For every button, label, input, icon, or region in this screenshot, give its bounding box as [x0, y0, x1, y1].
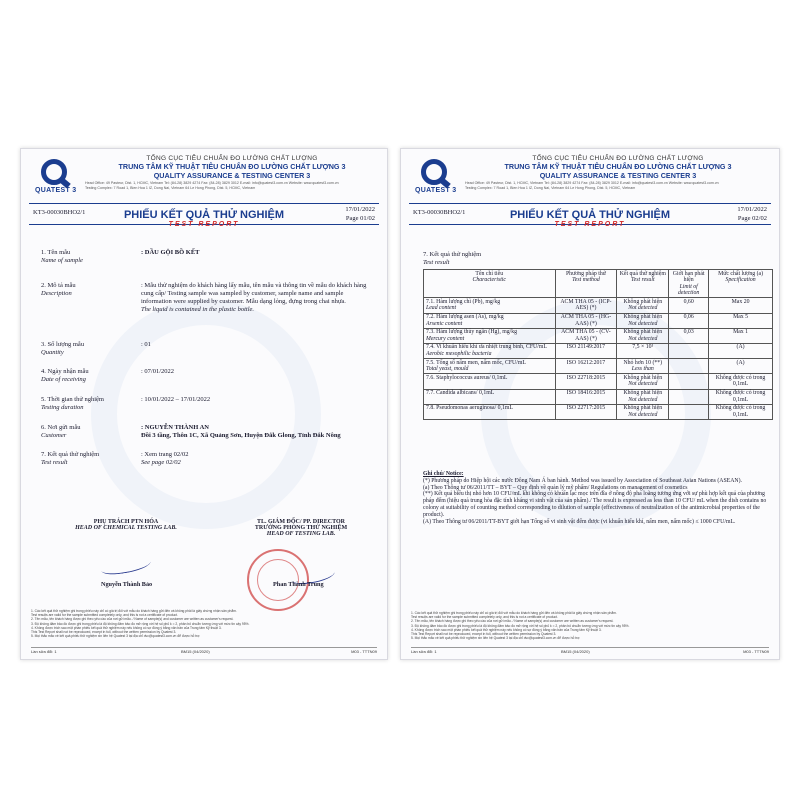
note-item: (a) Theo Thông tư 06/2011/TT – BYT – Quy định về quản lý mỹ phẩm/ Regulations on management of cosmetics: [423, 484, 688, 491]
table-row: [424, 404, 773, 419]
report-page-2: [400, 148, 780, 660]
org-line-2: TRUNG TÂM KỸ THUẬT TIÊU CHUẨN ĐO LƯỜNG CHẤT LƯỢNG 3: [118, 162, 346, 171]
cell-test-method: ISO 22717:2015: [555, 404, 617, 419]
cell-test-method: ISO 18416:2015: [555, 389, 617, 404]
table-row: [424, 298, 773, 313]
notes-section: Ghi chú/ Notice: (*) Phương pháp do Hiệp hội các nước Đông Nam Á ban hành. Method was issued by Association of Southeast Asian Nations (ASEAN). (a) Theo Thông tư 06/2011/TT – BYT – Quy định về quản lý mỹ phẩm/ Regulations on management of cosmetics (**) Kết quả biểu thị nhỏ hơn 10 CFU/mL khi không có khuẩn lạc mọc trên đĩa ở nồng độ pha loãng tương ứng với sự phù hợp kết quả của phương pháp đếm (hiệu quả trung hòa đặc tính kháng vi sinh vật của sản phẩm)./ The result is expressed as less than 10 CFU/ mL when the dish contains no colony at suitability of counting method corresponding to dilution of sample (effectiveness of neutralization of the antimicrobial properties of the product). (A) Theo Thông tư 06/2011/TT-BYT giới hạn Tổng số vi sinh vật đếm được (vi khuẩn hiếu khí, nấm men, nấm mốc) ≤ 1000 CFU/mL.: [423, 471, 769, 525]
cell-limit: 0,60: [669, 298, 709, 313]
note-item: (*) Phương pháp do Hiệp hội các nước Đông Nam Á ban hành. Method was issued by Association of Southeast Asian Nations (ASEAN).: [423, 477, 742, 484]
cell-characteristic: 7.4. Vi khuẩn hiếu khí ưa nhiệt trung bình, CFU/mL Aerobic mesophilic bacteria: [424, 343, 556, 358]
field-date-receiving: 4. Ngày nhận mẫu Date of receiving : 07/01/2022: [41, 368, 175, 383]
cell-limit: 0,06: [669, 313, 709, 328]
cell-characteristic: 7.6. Staphylococcus aureus/ 0,1mL: [424, 374, 556, 389]
field-sample-name: 1. Tên mẫu Name of sample : DẦU GỘI BỒ KẾT: [41, 249, 200, 264]
cell-test-method: ISO 21149:2017: [555, 343, 617, 358]
cell-test-result: 7,5 × 10¹: [617, 343, 669, 358]
footer-bar: Lần sửa đổi: 1 BM15 (04/2020) M03 - TTTN09: [31, 649, 377, 654]
cell-specification: (A): [709, 343, 773, 358]
cell-test-result: Không phát hiện Not detected: [617, 404, 669, 419]
results-table: [423, 269, 773, 420]
cell-test-result: Nhỏ hơn 10 (**) Less than: [617, 359, 669, 374]
footer-notes: 1. Các kết quả thử nghiệm ghi trong phiếu này chỉ có giá trị đối với mẫu do khách hàng gửi đến và không phải là giấy chứng nhận sản phẩm. Test results are valid for the sample submitted completely only, and this is not a certificate of product. 2. Tên mẫu, tên khách hàng được ghi theo yêu cầu của nơi gửi mẫu. / Name of sample(s) and customer are written as customer's request. 3. Độ không đảm bảo đo được ghi trong phiếu là độ không đảm bảo đo mở rộng với hệ số phủ k = 2, phân bố chuẩn tương ứng với mức tin cậy 95%. 4. Không được trích sao một phần phiếu kết quả thử nghiệm này nếu không có sự đồng ý bằng văn bản của Trung tâm Kỹ thuật 3. This Test Report shall not be reproduced, except in full, without the written permission by Quatest 3. 5. Mọi thắc mắc về kết quả phiếu thử nghiệm xin liên hệ Quatest 3 tại địa chỉ dvc@quatest3.com.vn để được hỗ trợ.: [31, 609, 250, 639]
cell-limit: [669, 374, 709, 389]
table-row: [424, 389, 773, 404]
report-page-1: [20, 148, 388, 660]
col-characteristic: Tên chỉ tiêu Characteristic: [424, 270, 556, 298]
cell-test-result: Không phát hiện Not detected: [617, 298, 669, 313]
col-test-method: Phương pháp thử Test method: [555, 270, 617, 298]
cell-characteristic: 7.1. Hàm lượng chì (Pb), mg/kg Lead content: [424, 298, 556, 313]
cell-test-method: ISO 16212:2017: [555, 359, 617, 374]
cell-characteristic: 7.2. Hàm lượng asen (As), mg/kg Arsenic content: [424, 313, 556, 328]
table-row: [424, 328, 773, 343]
footer-bar: Lần sửa đổi: 1 BM15 (04/2020) M03 - TTTN09: [411, 649, 769, 654]
cell-test-method: ISO 22718:2015: [555, 374, 617, 389]
col-test-result: Kết quả thử nghiệm Test result: [617, 270, 669, 298]
table-row: [424, 343, 773, 358]
cell-specification: Max 5: [709, 313, 773, 328]
field-testing-duration: 5. Thời gian thử nghiệm Testing duration : 10/01/2022 – 17/01/2022: [41, 396, 211, 411]
cell-test-result: Không phát hiện Not detected: [617, 313, 669, 328]
report-title: PHIẾU KẾT QUẢ THỬ NGHIỆM TEST REPORT: [509, 209, 671, 228]
note-item: (A) Theo Thông tư 06/2011/TT-BYT giới hạn Tổng số vi sinh vật đếm được (vi khuẩn hiếu khí, nấm men, nấm mốc) ≤ 1000 CFU/mL.: [423, 518, 736, 525]
table-row: [424, 313, 773, 328]
col-limit-detection: Giới hạn phát hiện Limit of detection: [669, 270, 709, 298]
cell-limit: [669, 404, 709, 419]
report-title: PHIẾU KẾT QUẢ THỬ NGHIỆM TEST REPORT: [123, 209, 285, 228]
signature-block-left: PHỤ TRÁCH PTN HÓA HEAD OF CHEMICAL TESTING LAB.: [75, 519, 177, 531]
cell-specification: Không được có trong 0,1mL: [709, 404, 773, 419]
report-code: KT3-00030BHO2/1: [33, 209, 86, 216]
cell-characteristic: 7.3. Hàm lượng thủy ngân (Hg), mg/kg Mercury content: [424, 328, 556, 343]
cell-characteristic: 7.8. Pseudomonas aeruginosa/ 0,1mL: [424, 404, 556, 419]
cell-limit: [669, 389, 709, 404]
report-date-page: 17/01/2022 Page 02/02: [737, 206, 767, 222]
cell-test-result: Không phát hiện Not detected: [617, 389, 669, 404]
field-quantity: 3. Số lượng mẫu Quantity : 01: [41, 341, 151, 356]
col-specification: Mức chất lượng (a) Specification: [709, 270, 773, 298]
signer-name-left: Nguyễn Thành Bảo: [101, 581, 153, 588]
page-header: [29, 155, 379, 201]
address-line-1: Head Office: 49 Pasteur, Dist. 1, HCMC, Vietnam Tel: (84-28) 3829 4274 Fax: (84-28) 3829 3012 E-mail: info@quatest3.com.vn Website: www.quatest3.com.vn: [85, 181, 339, 185]
cell-test-method: ACM THA 05 - (CV-AAS) (*): [555, 328, 617, 343]
table-row: [424, 359, 773, 374]
cell-test-method: ACM THA 05 - (ICP-AES) (*): [555, 298, 617, 313]
cell-specification: (A): [709, 359, 773, 374]
cell-characteristic: 7.7. Candida albicans/ 0,1mL: [424, 389, 556, 404]
signer-name-right: Phan Thành Trung: [273, 581, 324, 588]
title-band: [409, 203, 771, 228]
org-line-3: QUALITY ASSURANCE & TESTING CENTER 3: [153, 171, 311, 180]
signature-mark-left: [100, 556, 151, 577]
cell-specification: Không được có trong 0,1mL: [709, 389, 773, 404]
cell-limit: [669, 359, 709, 374]
cell-limit: [669, 343, 709, 358]
cell-specification: Không được có trong 0,1mL: [709, 374, 773, 389]
address-line-2: Testing Complex: 7 Road 1, Bien Hoa 1 IZ, Dong Nai, Vietnam 64 Le Hong Phong, Dist. 5, HCMC, Vietnam: [85, 186, 256, 190]
report-date-page: 17/01/2022 Page 01/02: [345, 206, 375, 222]
cell-test-result: Không phát hiện Not detected: [617, 328, 669, 343]
quatest-logo-icon: QUATEST 3: [35, 159, 73, 197]
quatest-logo-icon: QUATEST 3: [415, 159, 453, 197]
report-code: KT3-00030BHO2/1: [413, 209, 466, 216]
table-header-row: [424, 270, 773, 298]
field-test-result: 7. Kết quả thử nghiệm Test result : Xem trang 02/02 See page 02/02: [41, 451, 189, 466]
cell-test-method: ACM THA 05 - (HG-AAS) (*): [555, 313, 617, 328]
title-band: [29, 203, 379, 228]
cell-specification: Max 1: [709, 328, 773, 343]
organization-block: TỔNG CỤC TIÊU CHUẨN ĐO LƯỜNG CHẤT LƯỢNG TRUNG TÂM KỸ THUẬT TIÊU CHUẨN ĐO LƯỜNG CHẤT LƯỢNG 3 QUALITY ASSURANCE & TESTING CENTER 3 Head Office: 49 Pasteur, Dist. 1, HCMC, Vietnam Tel: (84-28) 3829 4274 Fax: (84-28) 3829 3012 E-mail: info@quatest3.com.vn Website: www.quatest3.com.vn Testing Complex: 7 Road 1, Bien Hoa 1 IZ, Dong Nai, Vietnam 64 Le Hong Phong, Dist. 5, HCMC, Vietnam: [465, 155, 732, 190]
cell-test-result: Không phát hiện Not detected: [617, 374, 669, 389]
signature-block-right: TL. GIÁM ĐỐC/ PP. DIRECTOR TRƯỞNG PHÒNG THỬ NGHIỆM HEAD OF TESTING LAB.: [254, 519, 348, 537]
cell-specification: Max 20: [709, 298, 773, 313]
cell-limit: 0,03: [669, 328, 709, 343]
results-title: 7. Kết quả thử nghiệm Test result: [423, 251, 482, 266]
field-description: 2. Mô tả mẫu Description : Mẫu thử nghiệm do khách hàng lấy mẫu, tên mẫu và thông tin về mẫu do khách hàng cung cấp/ Testing sample was sampled by customer, sample name and sample information were supplied by customer. Mẫu dạng lỏng, đựng trong chai nhựa. The liquid is contained in the plastic bottle.: [41, 282, 367, 313]
field-customer: 6. Nơi gửi mẫu Customer : NGUYỄN THÀNH AN Đồi 3 tầng, Thôn 1C, Xã Quảng Sơn, Huyện Đắk Glong, Tỉnh Đắk Nông: [41, 424, 341, 439]
table-row: [424, 374, 773, 389]
footer-notes: 1. Các kết quả thử nghiệm ghi trong phiếu này chỉ có giá trị đối với mẫu do khách hàng gửi đến và không phải là giấy chứng nhận sản phẩm. Test results are valid for the sample submitted completely only, and this is not a certificate of product. 2. Tên mẫu, tên khách hàng được ghi theo yêu cầu của nơi gửi mẫu. / Name of sample(s) and customer are written as customer's request. 3. Độ không đảm bảo đo được ghi trong phiếu là độ không đảm bảo đo mở rộng với hệ số phủ k = 2, phân bố chuẩn tương ứng với mức tin cậy 95%. 4. Không được trích sao một phần phiếu kết quả thử nghiệm này nếu không có sự đồng ý bằng văn bản của Trung tâm Kỹ thuật 3. This Test Report shall not be reproduced, except in full, without the written permission by Quatest 3. 5. Mọi thắc mắc về kết quả phiếu thử nghiệm xin liên hệ Quatest 3 tại địa chỉ dvc@quatest3.com.vn để được hỗ trợ.: [411, 611, 630, 641]
organization-block: [85, 155, 379, 190]
org-line-1: TỔNG CỤC TIÊU CHUẨN ĐO LƯỜNG CHẤT LƯỢNG: [146, 155, 318, 162]
cell-characteristic: 7.5. Tổng số nấm men, nấm mốc, CFU/mL Total yeast, mould: [424, 359, 556, 374]
page-header: [409, 155, 771, 201]
note-item: (**) Kết quả biểu thị nhỏ hơn 10 CFU/mL khi không có khuẩn lạc mọc trên đĩa ở nồng độ pha loãng tương ứng với sự phù hợp kết quả của phương pháp đếm (hiệu quả trung hòa đặc tính kháng vi sinh vật của sản phẩm)./ The result is expressed as less than 10 CFU/ mL when the dish contains no colony at suitability of counting method corresponding to dilution of sample (effectiveness of neutralization of the antimicrobial properties of the product).: [423, 491, 767, 518]
